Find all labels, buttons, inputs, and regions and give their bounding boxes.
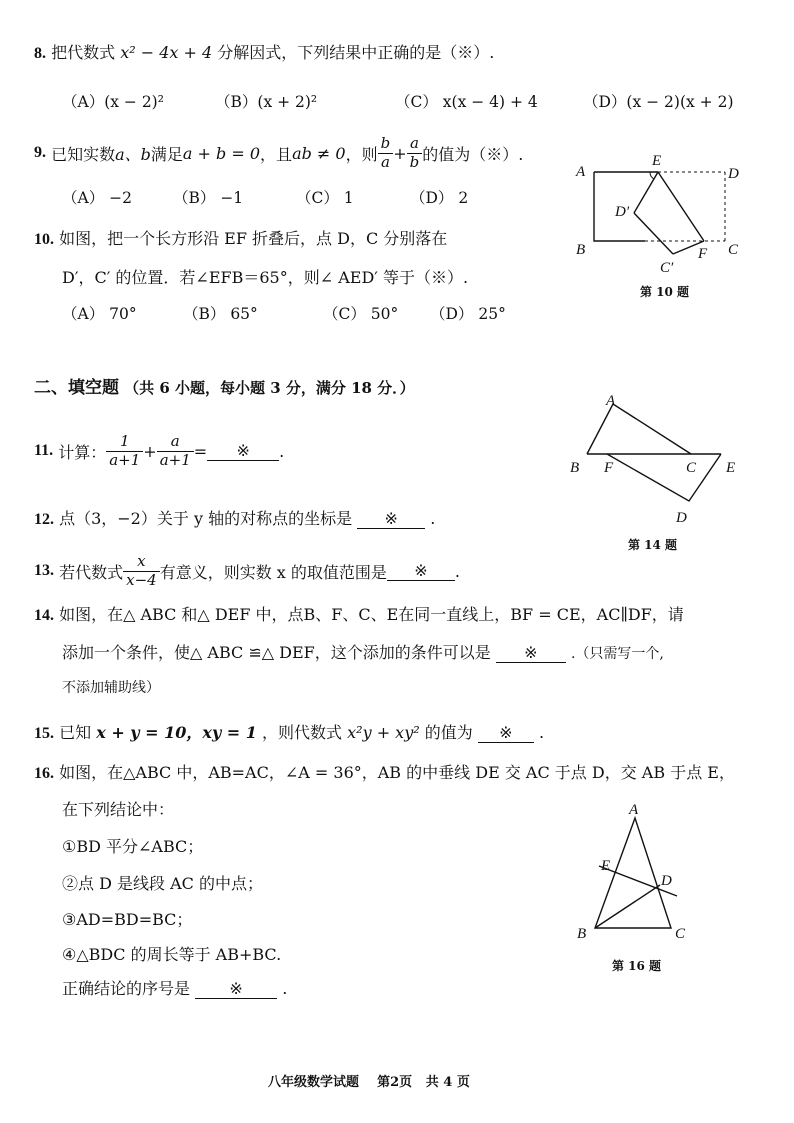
answer-blank[interactable]: ※ xyxy=(357,509,425,529)
option-a: （A）(x − 2)² xyxy=(62,93,164,111)
question-text: 计算： xyxy=(58,442,107,462)
option-c: （C） x(x − 4) + 4 xyxy=(395,93,538,111)
condition: x + y = 10，xy = 1 xyxy=(96,723,257,742)
footer-total: 共 4 页 xyxy=(425,1075,470,1090)
label-a: A xyxy=(576,164,586,180)
label-b: B xyxy=(577,926,587,942)
question-text: 如图，在△ ABC 和△ DEF 中，点B、F、C、E在同一直线上，BF = CE，AC∥DF，请 xyxy=(59,605,684,624)
question-14 xyxy=(34,602,684,625)
footer-page: 第2页 xyxy=(377,1075,413,1090)
figure-16-caption: 第 16 题 xyxy=(612,959,662,973)
option-b: （B） 65° xyxy=(183,305,258,323)
label-d: D xyxy=(728,166,739,182)
question-text: 有意义，则实数 x 的取值范围是 xyxy=(159,562,387,582)
conclusion-2: ②点 D 是线段 AC 的中点； xyxy=(62,874,263,893)
question-number: 11. xyxy=(34,442,54,459)
question-text: 满足 xyxy=(150,144,183,164)
question-number: 12. xyxy=(34,511,54,528)
fraction: $\frac{a}{a+1}$ xyxy=(157,433,194,469)
answer-label: 正确结论的序号是 xyxy=(62,979,191,998)
period: . xyxy=(454,561,460,581)
section-title: 二、填空题 xyxy=(34,378,119,398)
angle-mark xyxy=(650,172,654,179)
option-b: （B）(x + 2)² xyxy=(215,93,318,111)
question-text: 如图，在△ABC 中，AB=AC，∠A = 36°，AB 的中垂线 DE 交 AC 于点 D，交 AB 于点 E， xyxy=(59,763,735,782)
label-d: D xyxy=(661,873,672,889)
section-detail: （共 6 小题，每小题 3 分，满分 18 分．） xyxy=(124,379,415,397)
label-e: E xyxy=(726,460,736,476)
page-footer xyxy=(268,1071,470,1090)
figure-16 xyxy=(565,798,705,948)
question-number: 16. xyxy=(34,765,54,782)
option-c: （C） 50° xyxy=(323,305,399,323)
question-text: 添加一个条件，使△ ABC ≌△ DEF，这个添加的条件可以是 xyxy=(62,643,491,662)
question-number: 9. xyxy=(34,144,46,161)
label-f: F xyxy=(604,460,614,476)
question-13 xyxy=(34,548,460,594)
label-d-prime: D′ xyxy=(615,204,630,220)
edge-ed-prime xyxy=(634,172,658,213)
question-16 xyxy=(34,760,735,783)
label-e: E xyxy=(652,153,662,169)
question-text: 点（3，−2）关于 y 轴的对称点的坐标是 xyxy=(59,509,353,528)
question-number: 15. xyxy=(34,725,54,742)
answer-blank[interactable]: ※ xyxy=(496,643,566,663)
answer-blank[interactable]: ※ xyxy=(478,723,534,743)
figure-10 xyxy=(570,150,750,300)
question-16-line2: 在下列结论中： xyxy=(62,800,175,819)
triangle-abc xyxy=(587,404,691,454)
answer-blank[interactable]: ※ xyxy=(207,441,279,461)
figure-14 xyxy=(560,392,750,532)
answer-blank[interactable]: ※ xyxy=(387,561,455,581)
label-c: C xyxy=(675,926,686,942)
option-d: （D）(x − 2)(x + 2) xyxy=(583,93,734,111)
question-14-line3: 不添加辅助线） xyxy=(62,680,160,696)
plus-sign: + xyxy=(393,143,407,163)
question-text: 的值为 xyxy=(424,723,473,742)
label-b: B xyxy=(570,460,580,476)
question-text: 把代数式 xyxy=(51,43,116,62)
label-a: A xyxy=(606,393,616,409)
expression: x²y + xy² xyxy=(347,723,420,742)
question-text: 的值为（※）. xyxy=(422,144,524,164)
period: . xyxy=(279,441,285,461)
option-d: （D） 2 xyxy=(410,189,469,207)
conclusion-4: ④△BDC 的周长等于 AB+BC. xyxy=(62,945,282,964)
question-11 xyxy=(34,428,284,474)
question-10 xyxy=(34,226,447,249)
question-text: ，且 xyxy=(260,144,293,164)
expression: x² − 4x + 4 xyxy=(120,43,213,62)
option-d: （D） 25° xyxy=(430,305,506,323)
equals-sign: = xyxy=(193,441,208,461)
label-d: D xyxy=(676,510,687,526)
label-e: E xyxy=(601,858,611,874)
figure-10-caption: 第 10 题 xyxy=(640,285,690,299)
triangle-def xyxy=(607,454,721,501)
option-a: （A） −2 xyxy=(62,189,132,207)
question-14-line2 xyxy=(62,640,664,663)
question-text: ，则 xyxy=(345,144,378,164)
answer-blank[interactable]: ※ xyxy=(195,979,277,999)
question-15 xyxy=(34,720,544,743)
edge-dprime-cprime xyxy=(634,213,673,254)
period: . xyxy=(538,723,545,742)
segment-bd xyxy=(595,885,660,928)
option-a: （A） 70° xyxy=(62,305,137,323)
question-text: .（只需写一个, xyxy=(570,646,664,662)
fraction: $\frac{a}{b}$ xyxy=(407,135,423,171)
question-12 xyxy=(34,506,435,529)
question-10-line2: D′，C′ 的位置．若∠EFB＝65°，则∠ AED′ 等于（※）. xyxy=(62,268,469,287)
variables: a、b xyxy=(115,144,151,164)
condition: a + b = 0 xyxy=(182,143,261,163)
question-number: 10. xyxy=(34,231,54,248)
label-c: C xyxy=(728,242,739,258)
fraction: $\frac{x}{x-4}$ xyxy=(123,553,160,589)
option-b: （B） −1 xyxy=(173,189,244,207)
footer-subject: 八年级数学试题 xyxy=(268,1075,360,1090)
period: . xyxy=(282,979,288,998)
conclusion-3: ③AD=BD=BC； xyxy=(62,910,193,929)
fraction: $\frac{1}{a+1}$ xyxy=(106,433,143,469)
question-text: 如图，把一个长方形沿 EF 折叠后，点 D，C 分别落在 xyxy=(59,229,448,248)
question-number: 13. xyxy=(34,562,54,579)
question-number: 14. xyxy=(34,607,54,624)
option-c: （C） 1 xyxy=(296,189,354,207)
question-text: ，则代数式 xyxy=(262,723,343,742)
label-c: C xyxy=(686,460,697,476)
question-text: 若代数式 xyxy=(59,562,124,582)
conclusion-1: ①BD 平分∠ABC； xyxy=(62,837,204,856)
question-16-answer xyxy=(62,976,287,999)
question-9 xyxy=(34,132,523,174)
period: . xyxy=(430,509,436,528)
question-text: 已知 xyxy=(59,723,92,742)
question-text: 分解因式，下列结果中正确的是（※）. xyxy=(217,43,495,62)
condition: ab ≠ 0 xyxy=(292,143,346,163)
figure-14-caption: 第 14 题 xyxy=(628,538,678,552)
label-b: B xyxy=(576,242,586,258)
section-heading xyxy=(34,373,415,398)
label-f: F xyxy=(698,246,708,262)
fold-ef xyxy=(658,172,704,241)
label-c-prime: C′ xyxy=(660,260,674,276)
question-text: 已知实数 xyxy=(51,144,116,164)
question-number: 8. xyxy=(34,45,46,62)
label-a: A xyxy=(629,802,639,818)
fraction: $\frac{b}{a}$ xyxy=(378,135,394,171)
plus-sign: + xyxy=(143,441,157,461)
question-8 xyxy=(34,40,494,63)
